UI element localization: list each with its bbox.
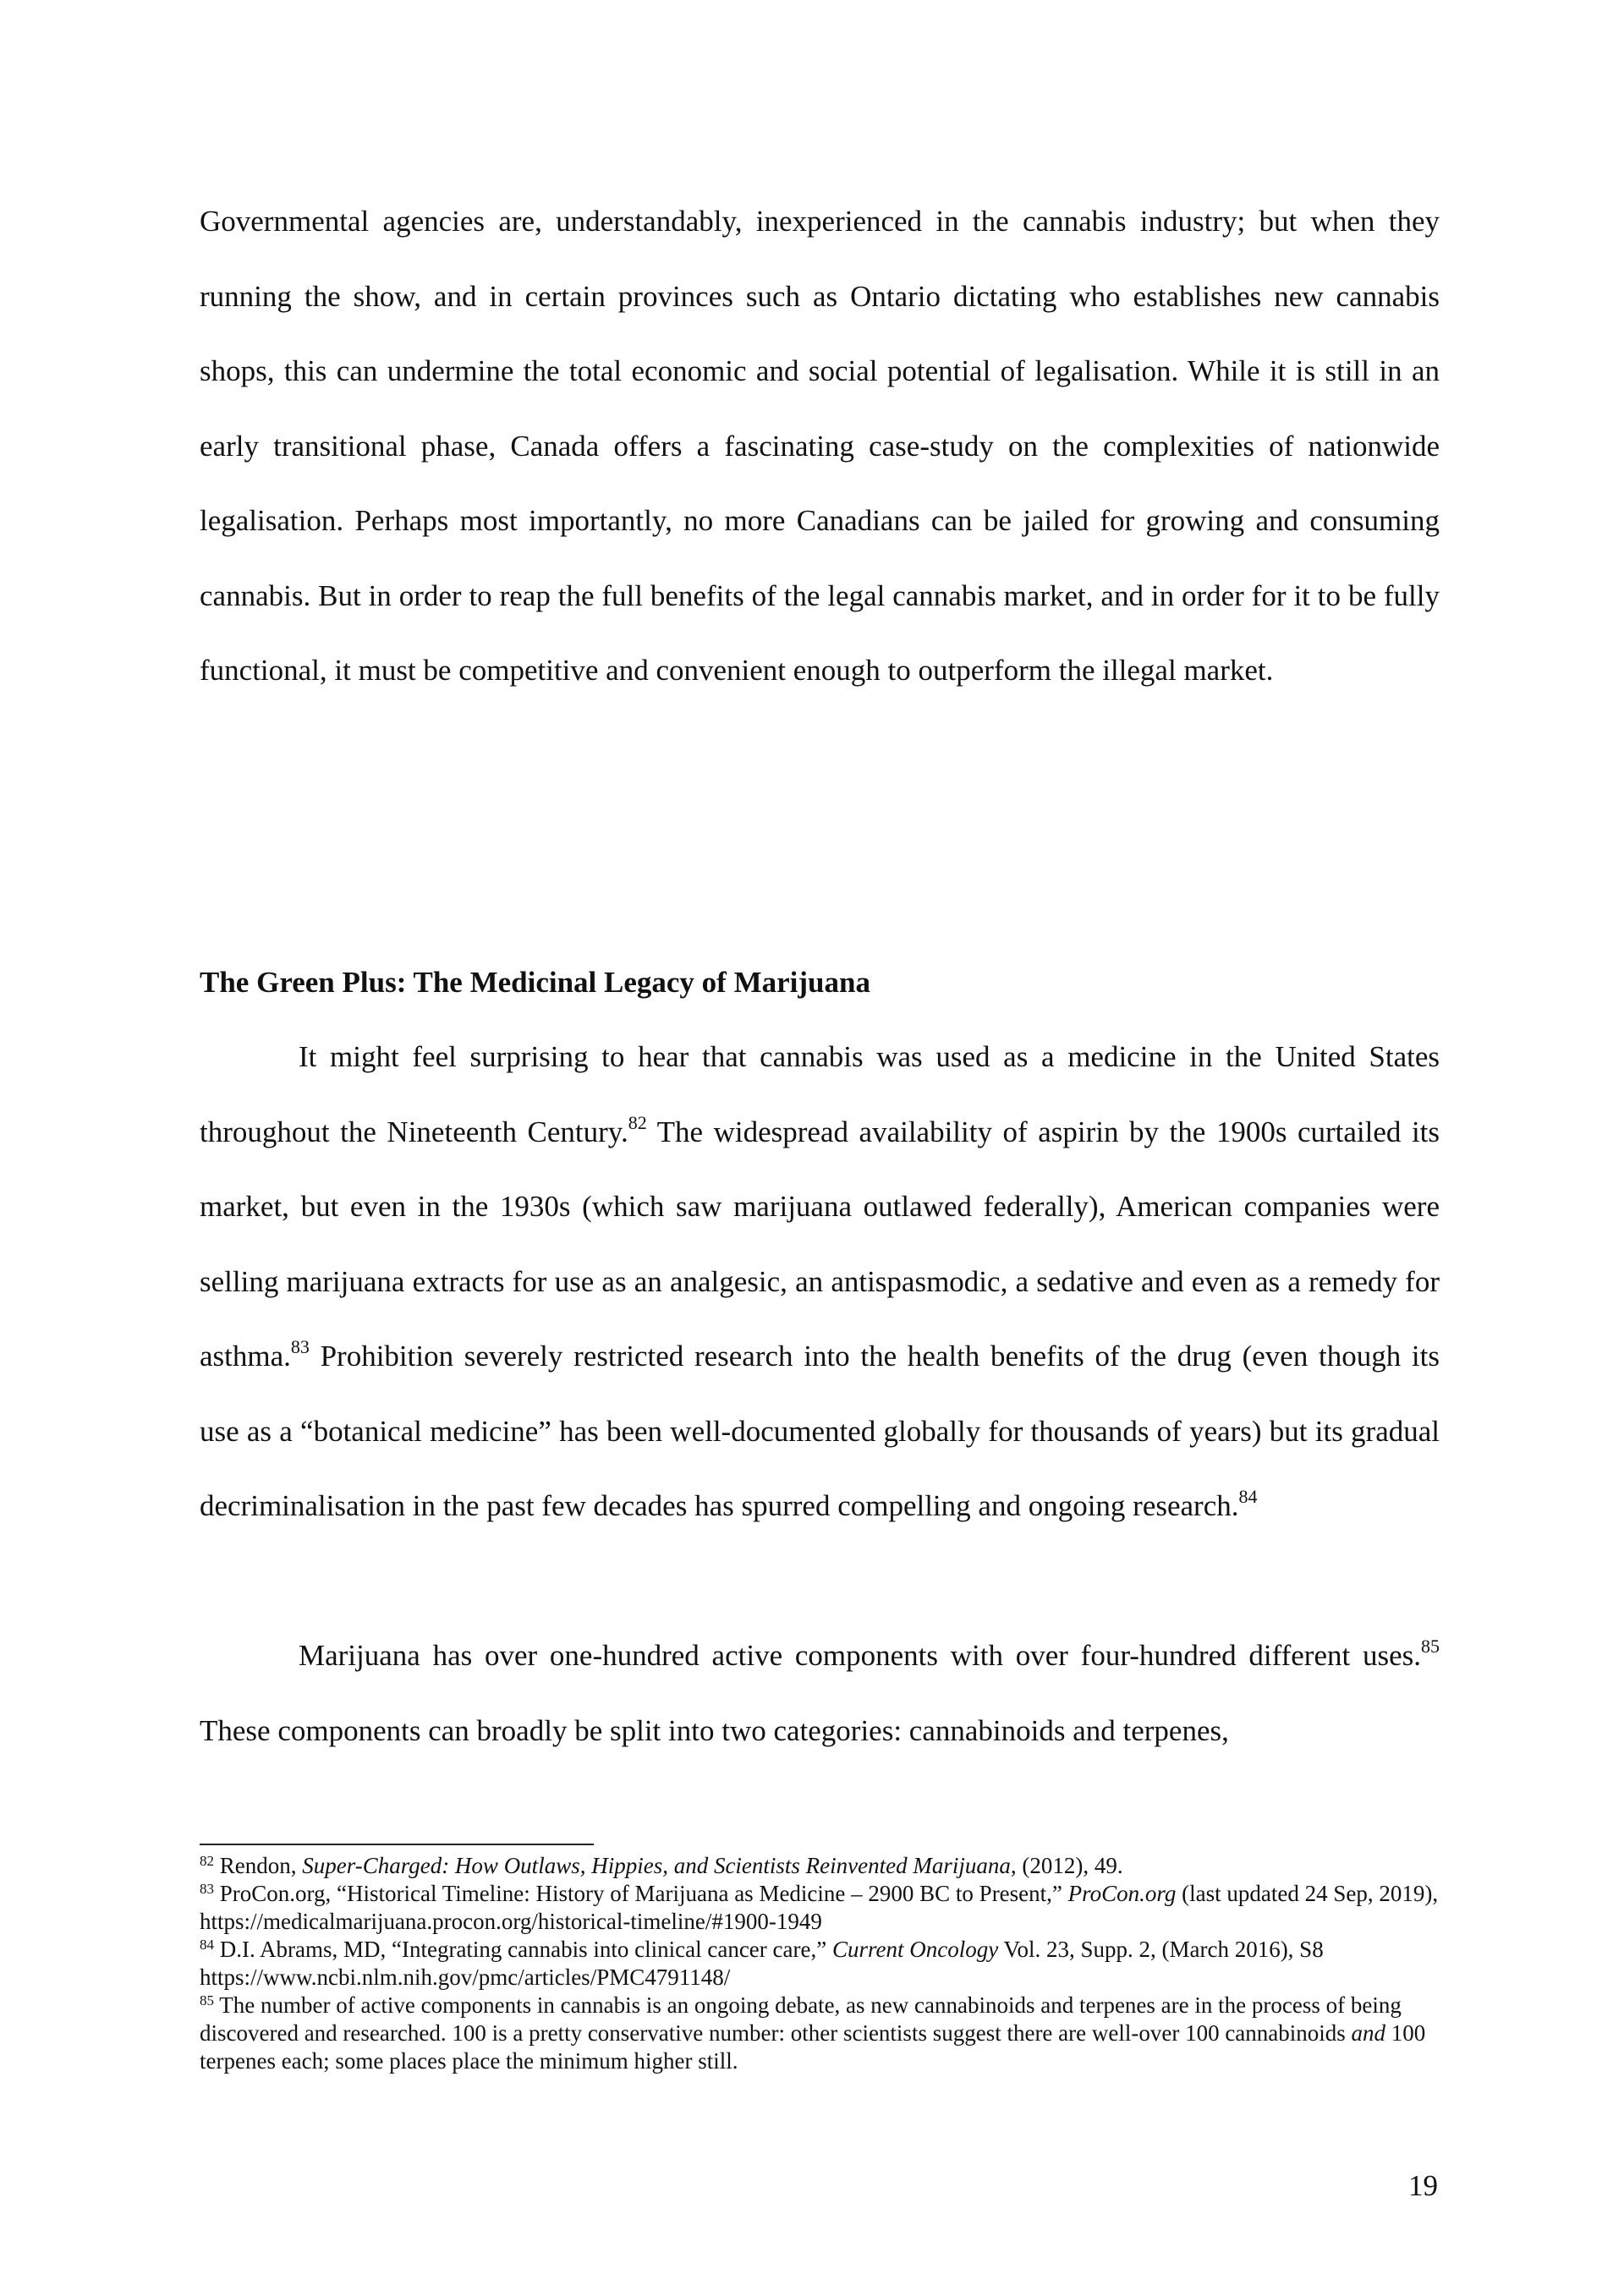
footnote-emphasis: and (1351, 2020, 1386, 2046)
footnote-text: 100 terpenes each; some places place the minimum higher still. (200, 2020, 1426, 2074)
footnotes (200, 1852, 1443, 2075)
body-paragraph-3 (200, 1619, 1440, 1768)
footnote-number: 85 (200, 1992, 214, 2008)
paragraph-text: The widespread availability of aspirin by the 1900s curtailed its market, but even in the 1930s (which saw marijuana outlawed federally), American companies were selling marijuana extracts for use as an analgesic, an antispasmodic, a sedative and even as a remedy for asthma. (200, 1115, 1440, 1373)
footnote-number: 82 (200, 1853, 214, 1869)
footnote-ref-84[interactable]: 84 (1238, 1486, 1258, 1507)
footnote-85 (200, 1992, 1443, 2075)
footnote-ref-83[interactable]: 83 (290, 1336, 310, 1357)
footnote-text: D.I. Abrams, MD, “Integrating cannabis into clinical cancer care,” (214, 1937, 832, 1962)
section-heading: The Green Plus: The Medicinal Legacy of Marijuana (200, 966, 870, 999)
body-paragraph-1: Governmental agencies are, understandably, inexperienced in the cannabis industry; but when they running the show, and in certain provinces such as Ontario dictating who establishes new cannabis shops, this can undermine the total economic and social potential of legalisation. While it is still in an early transitional phase, Canada offers a fascinating case-study on the complexities of nationwide legalisation. Perhaps most importantly, no more Canadians can be jailed for growing and consuming cannabis. But in order to reap the full benefits of the legal cannabis market, and in order for it to be fully functional, it must be competitive and convenient enough to outperform the illegal market. (200, 205, 1440, 687)
footnote-text: (2012), 49. (1016, 1853, 1123, 1878)
footnote-ref-82[interactable]: 82 (628, 1111, 647, 1133)
paragraph-text: Marijuana has over one-hundred active components with over four-hundred different uses. (299, 1639, 1421, 1672)
footnote-number: 84 (200, 1937, 214, 1953)
footnote-84 (200, 1936, 1443, 1992)
page-number: 19 (1408, 2169, 1438, 2202)
footnote-text: Rendon, (214, 1853, 303, 1878)
footnote-text[interactable]: Vol. 23, Supp. 2, (March 2016), S8 https://www.ncbi.nlm.nih.gov/pmc/articles/PMC4791148/ (200, 1937, 1324, 1990)
footnote-text: ProCon.org, “Historical Timeline: History of Marijuana as Medicine – 2900 BC to Present,” (214, 1881, 1068, 1906)
footnote-title: ProCon.org (1067, 1881, 1177, 1906)
body-paragraph-2 (200, 1020, 1440, 1544)
paragraph-text: Prohibition severely restricted research into the health benefits of the drug (even though its use as a “botanical medicine” has been well-documented globally for thousands of years) but its gradual decriminalisation in the past few decades has spurred compelling and ongoing research. (200, 1340, 1440, 1522)
footnote-number: 83 (200, 1881, 214, 1897)
paragraph-text: It might feel surprising to hear that cannabis was used as a medicine in the United States throughout the Nineteenth Century. (200, 1040, 1440, 1148)
footnote-82 (200, 1852, 1443, 1880)
footnote-text: The number of active components in cannabis is an ongoing debate, as new cannabinoids and terpenes are in the process of being discovered and researched. 100 is a pretty conservative number: other scientists suggest there are well-over 100 cannabinoids (200, 1992, 1402, 2046)
footnote-title: Current Oncology (831, 1937, 999, 1962)
footnote-text[interactable]: (last updated 24 Sep, 2019), https://medicalmarijuana.procon.org/historical-timeline/#1900-1949 (200, 1881, 1439, 1934)
footnote-separator (200, 1844, 594, 1845)
footnote-title: Super-Charged: How Outlaws, Hippies, and Scientists Reinvented Marijuana, (302, 1853, 1017, 1878)
paragraph-text: These components can broadly be split into two categories: cannabinoids and terpenes, (200, 1713, 1229, 1747)
footnote-83 (200, 1880, 1443, 1936)
footnote-ref-85[interactable]: 85 (1421, 1636, 1440, 1657)
